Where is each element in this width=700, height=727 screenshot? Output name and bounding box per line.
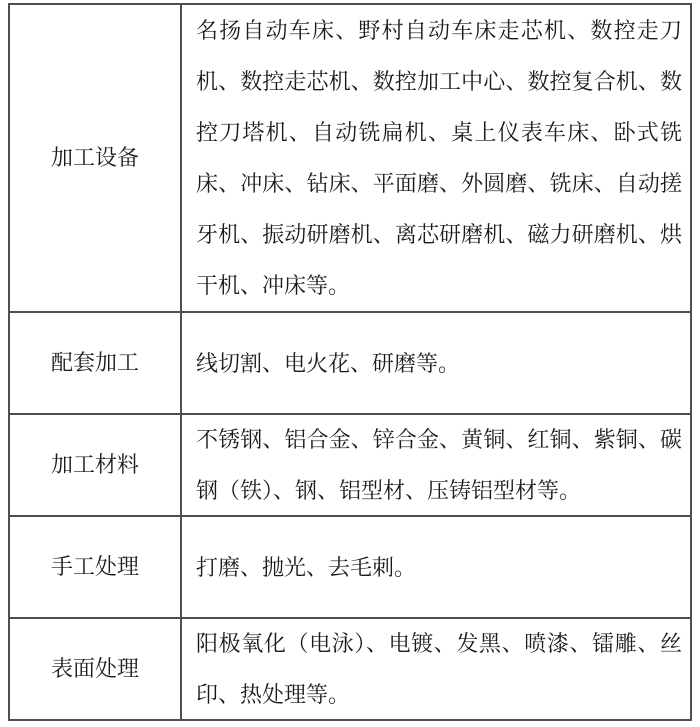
row-label: 表面处理	[50, 656, 139, 681]
row-content-cell	[182, 5, 690, 311]
row-content-cell	[182, 313, 690, 413]
row-label: 加工材料	[50, 452, 139, 477]
table-row-surface-treatment	[10, 617, 690, 719]
capabilities-table	[8, 3, 692, 721]
row-label-cell	[10, 517, 182, 617]
row-content: 阳极氧化（电泳）、电镀、发黑、喷漆、镭雕、丝印、热处理等。	[196, 631, 682, 707]
table-row-processing-equipment	[10, 5, 690, 311]
row-label-cell	[10, 415, 182, 515]
row-content: 不锈钢、铝合金、锌合金、黄铜、红铜、紫铜、碳钢（铁）、钢、铝型材、压铸铝型材等。	[196, 427, 682, 503]
row-label: 加工设备	[50, 145, 139, 170]
row-content: 线切割、电火花、研磨等。	[196, 350, 461, 376]
row-label-cell	[10, 313, 182, 413]
table-row-supporting-processing	[10, 311, 690, 413]
table-row-processing-materials	[10, 413, 690, 515]
row-content-cell	[182, 517, 690, 617]
table-row-manual-processing	[10, 515, 690, 617]
row-label-cell	[10, 619, 182, 719]
row-label-cell	[10, 5, 182, 311]
row-content-cell	[182, 415, 690, 515]
row-content: 打磨、抛光、去毛刺。	[196, 554, 417, 580]
row-content: 名扬自动车床、野村自动车床走芯机、数控走刀机、数控走芯机、数控加工中心、数控复合机、数控刀塔机、自动铣扁机、桌上仪表车床、卧式铣床、冲床、钻床、平面磨、外圆磨、铣床、自动搓牙机、振动研磨机、离芯研磨机、磁力研磨机、烘干机、冲床等。	[196, 18, 682, 298]
row-label: 配套加工	[50, 350, 139, 375]
row-content-cell	[182, 619, 690, 719]
row-label: 手工处理	[50, 554, 139, 579]
